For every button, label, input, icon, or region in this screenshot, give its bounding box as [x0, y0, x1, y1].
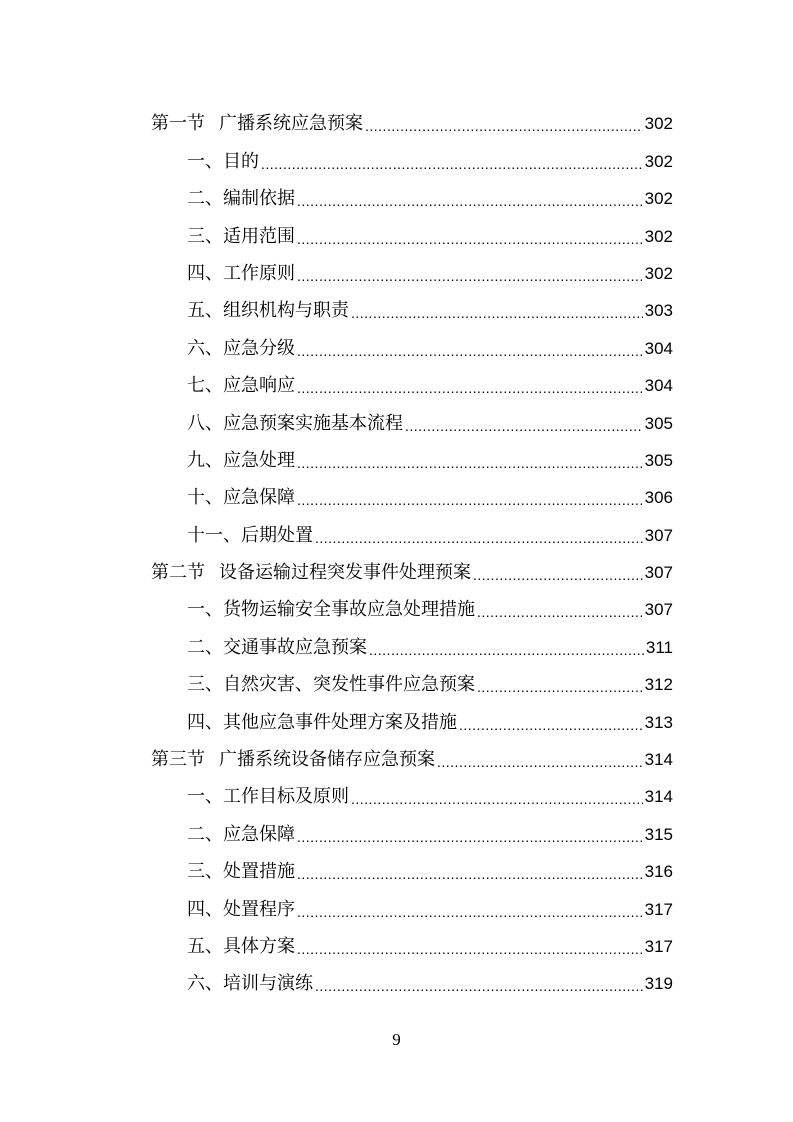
- toc-subsection-entry[interactable]: [151, 776, 673, 813]
- toc-entry-title: 后期处置: [241, 524, 313, 546]
- toc-entry-page: 311: [645, 637, 673, 657]
- toc-dot-leader: [297, 337, 643, 365]
- toc-dot-leader: [315, 524, 643, 552]
- toc-subsection-entry[interactable]: [151, 963, 673, 1000]
- toc-dot-leader: [473, 561, 643, 589]
- toc-subsection-entry[interactable]: [151, 701, 673, 738]
- toc-subsection-entry[interactable]: [151, 402, 673, 439]
- toc-entry-title: 组织机构与职责: [223, 300, 349, 322]
- toc-entry-title: 应急处理: [223, 449, 295, 471]
- toc-dot-leader: [297, 374, 643, 402]
- toc-entry-number: 第三节: [151, 749, 205, 771]
- toc-subsection-entry[interactable]: [151, 589, 673, 626]
- toc-entry-page: 313: [644, 712, 673, 732]
- toc-entry-number: 一、: [187, 786, 223, 808]
- toc-dot-leader: [351, 785, 643, 813]
- toc-entry-page: 306: [644, 488, 673, 508]
- toc-entry-page: 302: [644, 114, 673, 134]
- toc-entry-page: 316: [644, 862, 673, 882]
- toc-entry-number: 六、: [187, 973, 223, 995]
- toc-entry-number: 三、: [187, 861, 223, 883]
- toc-entry-number: 十一、: [187, 524, 241, 546]
- toc-entry-page: 319: [644, 974, 673, 994]
- toc-entry-page: 302: [644, 151, 673, 171]
- toc-entry-title: 培训与演练: [223, 973, 313, 995]
- toc-entry-page: 307: [644, 563, 673, 583]
- toc-entry-title: 广播系统应急预案: [219, 113, 363, 135]
- toc-entry-page: 314: [644, 787, 673, 807]
- toc-dot-leader: [297, 898, 643, 926]
- toc-dot-leader: [351, 299, 643, 327]
- toc-entry-number: 四、: [187, 262, 223, 284]
- toc-entry-title: 编制依据: [223, 188, 295, 210]
- toc-entry-title: 应急分级: [223, 337, 295, 359]
- table-of-contents: [151, 103, 673, 1000]
- toc-entry-page: 302: [644, 263, 673, 283]
- toc-dot-leader: [365, 112, 643, 140]
- toc-entry-title: 应急响应: [223, 375, 295, 397]
- toc-dot-leader: [297, 187, 643, 215]
- toc-entry-number: 一、: [187, 599, 223, 621]
- toc-dot-leader: [297, 823, 643, 851]
- toc-entry-number: 二、: [187, 188, 223, 210]
- toc-entry-title: 广播系统设备储存应急预案: [219, 749, 435, 771]
- toc-entry-number: 二、: [187, 823, 223, 845]
- toc-entry-page: 302: [644, 226, 673, 246]
- toc-dot-leader: [405, 412, 643, 440]
- toc-subsection-entry[interactable]: [151, 290, 673, 327]
- toc-entry-title: 适用范围: [223, 225, 295, 247]
- toc-entry-title: 应急保障: [223, 487, 295, 509]
- toc-entry-page: 305: [644, 413, 673, 433]
- toc-entry-title: 工作目标及原则: [223, 786, 349, 808]
- toc-subsection-entry[interactable]: [151, 215, 673, 252]
- toc-entry-page: 307: [644, 525, 673, 545]
- toc-entry-page: 304: [644, 338, 673, 358]
- toc-dot-leader: [297, 449, 643, 477]
- toc-dot-leader: [297, 225, 643, 253]
- toc-subsection-entry[interactable]: [151, 440, 673, 477]
- toc-entry-number: 九、: [187, 449, 223, 471]
- toc-entry-title: 货物运输安全事故应急处理措施: [223, 599, 475, 621]
- toc-dot-leader: [369, 636, 644, 664]
- toc-entry-number: 二、: [187, 636, 223, 658]
- toc-entry-page: 312: [644, 675, 673, 695]
- toc-entry-number: 四、: [187, 898, 223, 920]
- toc-section-entry[interactable]: [151, 552, 673, 589]
- toc-subsection-entry[interactable]: [151, 888, 673, 925]
- toc-entry-title: 应急预案实施基本流程: [223, 412, 403, 434]
- toc-dot-leader: [261, 150, 643, 178]
- toc-entry-page: 315: [644, 824, 673, 844]
- toc-entry-number: 三、: [187, 225, 223, 247]
- toc-entry-number: 五、: [187, 300, 223, 322]
- toc-dot-leader: [315, 972, 643, 1000]
- toc-entry-title: 交通事故应急预案: [223, 636, 367, 658]
- toc-section-entry[interactable]: [151, 739, 673, 776]
- toc-entry-number: 八、: [187, 412, 223, 434]
- toc-entry-number: 第一节: [151, 113, 205, 135]
- toc-section-entry[interactable]: [151, 103, 673, 140]
- toc-subsection-entry[interactable]: [151, 851, 673, 888]
- toc-subsection-entry[interactable]: [151, 253, 673, 290]
- toc-subsection-entry[interactable]: [151, 327, 673, 364]
- toc-entry-number: 七、: [187, 375, 223, 397]
- toc-entry-title: 其他应急事件处理方案及措施: [223, 711, 457, 733]
- toc-entry-title: 应急保障: [223, 823, 295, 845]
- toc-entry-number: 五、: [187, 935, 223, 957]
- toc-subsection-entry[interactable]: [151, 140, 673, 177]
- toc-entry-number: 四、: [187, 711, 223, 733]
- toc-entry-page: 317: [644, 899, 673, 919]
- page-number: 9: [392, 1030, 401, 1049]
- toc-entry-number: 六、: [187, 337, 223, 359]
- toc-entry-title: 处置措施: [223, 861, 295, 883]
- toc-entry-number: 十、: [187, 487, 223, 509]
- toc-entry-title: 工作原则: [223, 262, 295, 284]
- toc-entry-title: 自然灾害、突发性事件应急预案: [223, 674, 475, 696]
- toc-entry-title: 处置程序: [223, 898, 295, 920]
- toc-entry-page: 317: [644, 936, 673, 956]
- toc-subsection-entry[interactable]: [151, 477, 673, 514]
- toc-subsection-entry[interactable]: [151, 626, 673, 663]
- toc-entry-page: 302: [644, 189, 673, 209]
- toc-dot-leader: [459, 711, 643, 739]
- toc-entry-number: 第二节: [151, 562, 205, 584]
- toc-dot-leader: [477, 673, 643, 701]
- toc-dot-leader: [297, 860, 643, 888]
- toc-subsection-entry[interactable]: [151, 813, 673, 850]
- toc-dot-leader: [437, 748, 643, 776]
- toc-entry-page: 307: [644, 600, 673, 620]
- toc-entry-title: 目的: [223, 150, 259, 172]
- toc-dot-leader: [297, 935, 643, 963]
- toc-entry-page: 303: [644, 301, 673, 321]
- toc-subsection-entry[interactable]: [151, 926, 673, 963]
- toc-subsection-entry[interactable]: [151, 514, 673, 551]
- toc-subsection-entry[interactable]: [151, 365, 673, 402]
- toc-entry-page: 305: [644, 450, 673, 470]
- toc-entry-page: 304: [644, 376, 673, 396]
- toc-dot-leader: [297, 262, 643, 290]
- toc-entry-title: 设备运输过程突发事件处理预案: [219, 562, 471, 584]
- toc-entry-page: 314: [644, 750, 673, 770]
- toc-entry-title: 具体方案: [223, 935, 295, 957]
- toc-subsection-entry[interactable]: [151, 664, 673, 701]
- toc-dot-leader: [297, 486, 643, 514]
- toc-subsection-entry[interactable]: [151, 178, 673, 215]
- toc-dot-leader: [477, 598, 643, 626]
- toc-entry-number: 三、: [187, 674, 223, 696]
- toc-entry-number: 一、: [187, 150, 223, 172]
